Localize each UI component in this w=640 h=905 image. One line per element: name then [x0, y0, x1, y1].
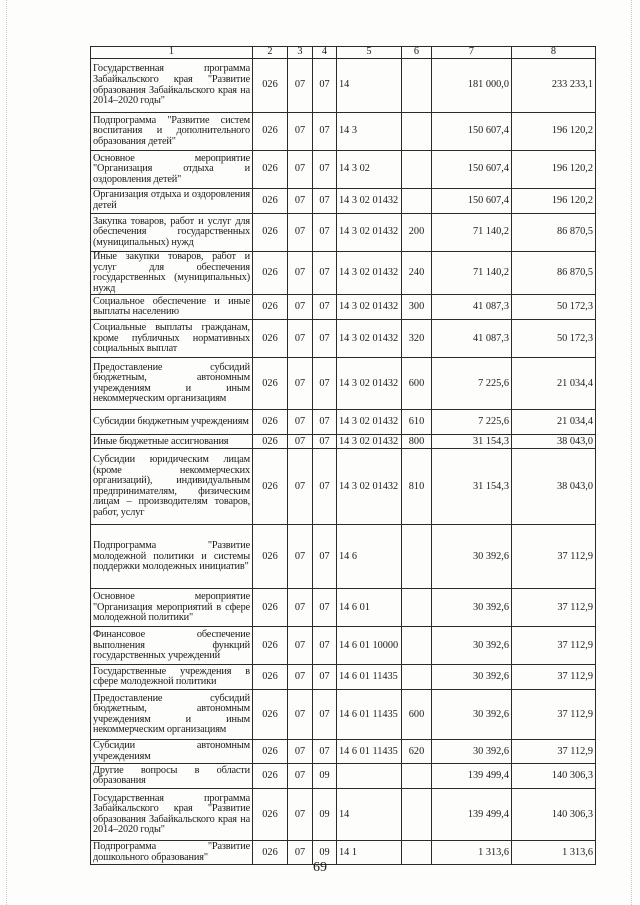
- row-amount-year2-cell: 86 870,5: [512, 252, 596, 295]
- table-row: [91, 295, 596, 320]
- row-target-article-cell: 14 6: [337, 525, 402, 589]
- scan-edge-right: [631, 0, 632, 905]
- row-section-cell: 07: [288, 764, 313, 789]
- row-admin-code-cell: 026: [253, 59, 288, 113]
- row-section-cell: 07: [288, 358, 313, 410]
- row-amount-year2-cell: 140 306,3: [512, 789, 596, 841]
- table-row: [91, 740, 596, 764]
- row-section-cell: 07: [288, 410, 313, 435]
- row-subsection-cell: 07: [313, 690, 337, 740]
- row-amount-year1-cell: 71 140,2: [432, 214, 512, 252]
- row-section-cell: 07: [288, 690, 313, 740]
- table-row: [91, 214, 596, 252]
- row-admin-code-cell: 026: [253, 113, 288, 151]
- row-name-cell: Субсидии юридическим лицам (кроме некоммерческих организаций), индивидуальным предпринимателям, физическим лицам – производителям товаров, работ, услуг: [91, 449, 253, 525]
- row-target-article-cell: 14 3 02 01432: [337, 252, 402, 295]
- row-section-cell: 07: [288, 113, 313, 151]
- row-section-cell: 07: [288, 740, 313, 764]
- table-row: [91, 764, 596, 789]
- row-expense-type-cell: 600: [402, 690, 432, 740]
- row-expense-type-cell: 620: [402, 740, 432, 764]
- row-subsection-cell: 07: [313, 449, 337, 525]
- row-name-cell: Подпрограмма "Развитие молодежной политики и системы поддержки молодежных инициатив": [91, 525, 253, 589]
- row-subsection-cell: 07: [313, 665, 337, 690]
- row-amount-year1-cell: 30 392,6: [432, 665, 512, 690]
- row-name-cell: Социальное обеспечение и иные выплаты населению: [91, 295, 253, 320]
- row-section-cell: 07: [288, 449, 313, 525]
- page-number: 69: [313, 860, 327, 875]
- row-target-article-cell: 14 3 02 01432: [337, 410, 402, 435]
- row-expense-type-cell: 320: [402, 320, 432, 358]
- row-target-article-cell: 14 3 02 01432: [337, 214, 402, 252]
- row-subsection-cell: 07: [313, 435, 337, 449]
- row-amount-year1-cell: 7 225,6: [432, 358, 512, 410]
- row-amount-year1-cell: 150 607,4: [432, 151, 512, 189]
- row-section-cell: 07: [288, 252, 313, 295]
- row-amount-year2-cell: 86 870,5: [512, 214, 596, 252]
- row-subsection-cell: 09: [313, 764, 337, 789]
- row-amount-year2-cell: 21 034,4: [512, 358, 596, 410]
- row-name-cell: Финансовое обеспечение выполнения функций государственных учреждений: [91, 627, 253, 665]
- row-amount-year2-cell: 37 112,9: [512, 690, 596, 740]
- row-admin-code-cell: 026: [253, 320, 288, 358]
- row-admin-code-cell: 026: [253, 665, 288, 690]
- row-amount-year2-cell: 37 112,9: [512, 740, 596, 764]
- row-target-article-cell: 14 3: [337, 113, 402, 151]
- row-expense-type-cell: 240: [402, 252, 432, 295]
- table-row: [91, 320, 596, 358]
- row-target-article-cell: 14 6 01 10000: [337, 627, 402, 665]
- row-target-article-cell: 14 3 02 01432: [337, 320, 402, 358]
- table-row: [91, 449, 596, 525]
- row-amount-year2-cell: 37 112,9: [512, 665, 596, 690]
- row-section-cell: 07: [288, 320, 313, 358]
- row-target-article-cell: 14 3 02 01432: [337, 295, 402, 320]
- row-amount-year2-cell: 50 172,3: [512, 320, 596, 358]
- row-subsection-cell: 07: [313, 410, 337, 435]
- row-target-article-cell: 14: [337, 59, 402, 113]
- column-header-4: 4: [313, 47, 337, 59]
- row-expense-type-cell: 200: [402, 214, 432, 252]
- row-amount-year2-cell: 21 034,4: [512, 410, 596, 435]
- row-subsection-cell: 07: [313, 189, 337, 214]
- row-amount-year1-cell: 139 499,4: [432, 789, 512, 841]
- row-subsection-cell: 09: [313, 789, 337, 841]
- row-amount-year2-cell: 37 112,9: [512, 525, 596, 589]
- column-header-6: 6: [402, 47, 432, 59]
- table-row: [91, 525, 596, 589]
- row-amount-year2-cell: 38 043,0: [512, 449, 596, 525]
- row-subsection-cell: 07: [313, 151, 337, 189]
- table-row: [91, 410, 596, 435]
- row-amount-year1-cell: 150 607,4: [432, 189, 512, 214]
- row-amount-year2-cell: 50 172,3: [512, 295, 596, 320]
- row-amount-year2-cell: 140 306,3: [512, 764, 596, 789]
- row-expense-type-cell: [402, 589, 432, 627]
- column-header-8: 8: [512, 47, 596, 59]
- row-expense-type-cell: 600: [402, 358, 432, 410]
- row-subsection-cell: 09: [313, 841, 337, 865]
- row-section-cell: 07: [288, 295, 313, 320]
- row-amount-year1-cell: 41 087,3: [432, 320, 512, 358]
- column-header-2: 2: [253, 47, 288, 59]
- row-amount-year2-cell: 37 112,9: [512, 589, 596, 627]
- row-target-article-cell: 14 6 01 11435: [337, 665, 402, 690]
- row-name-cell: Государственная программа Забайкальского края "Развитие образования Забайкальского края на 2014–2020 годы": [91, 59, 253, 113]
- row-target-article-cell: 14 3 02 01432: [337, 358, 402, 410]
- row-name-cell: Социальные выплаты гражданам, кроме публичных нормативных социальных выплат: [91, 320, 253, 358]
- row-section-cell: 07: [288, 627, 313, 665]
- row-amount-year1-cell: 30 392,6: [432, 525, 512, 589]
- row-subsection-cell: 07: [313, 627, 337, 665]
- row-amount-year1-cell: 31 154,3: [432, 435, 512, 449]
- row-name-cell: Государственные учреждения в сфере молодежной политики: [91, 665, 253, 690]
- row-amount-year2-cell: 37 112,9: [512, 627, 596, 665]
- row-admin-code-cell: 026: [253, 252, 288, 295]
- row-admin-code-cell: 026: [253, 841, 288, 865]
- row-subsection-cell: 07: [313, 320, 337, 358]
- row-expense-type-cell: [402, 59, 432, 113]
- row-name-cell: Подпрограмма "Развитие дошкольного образования": [91, 841, 253, 865]
- column-header-1: 1: [91, 47, 253, 59]
- row-subsection-cell: 07: [313, 295, 337, 320]
- row-subsection-cell: 07: [313, 740, 337, 764]
- row-section-cell: 07: [288, 665, 313, 690]
- table-body: [91, 59, 596, 865]
- row-expense-type-cell: [402, 665, 432, 690]
- row-section-cell: 07: [288, 789, 313, 841]
- row-amount-year2-cell: 1 313,6: [512, 841, 596, 865]
- row-amount-year1-cell: 30 392,6: [432, 589, 512, 627]
- row-name-cell: Предоставление субсидий бюджетным, автономным учреждениям и иным некоммерческим организациям: [91, 358, 253, 410]
- row-admin-code-cell: 026: [253, 358, 288, 410]
- table-row: [91, 690, 596, 740]
- row-name-cell: Иные бюджетные ассигнования: [91, 435, 253, 449]
- row-admin-code-cell: 026: [253, 690, 288, 740]
- row-admin-code-cell: 026: [253, 740, 288, 764]
- row-target-article-cell: 14 3 02 01432: [337, 435, 402, 449]
- row-expense-type-cell: 800: [402, 435, 432, 449]
- row-admin-code-cell: 026: [253, 627, 288, 665]
- row-expense-type-cell: [402, 151, 432, 189]
- table-row: [91, 189, 596, 214]
- row-expense-type-cell: 810: [402, 449, 432, 525]
- row-name-cell: Иные закупки товаров, работ и услуг для обеспечения государственных (муниципальных) нужд: [91, 252, 253, 295]
- row-section-cell: 07: [288, 435, 313, 449]
- column-header-7: 7: [432, 47, 512, 59]
- row-target-article-cell: 14: [337, 789, 402, 841]
- row-target-article-cell: 14 6 01 11435: [337, 740, 402, 764]
- row-amount-year1-cell: 30 392,6: [432, 740, 512, 764]
- table-row: [91, 358, 596, 410]
- row-name-cell: Субсидии автономным учреждениям: [91, 740, 253, 764]
- table-row: [91, 665, 596, 690]
- row-target-article-cell: 14 3 02: [337, 151, 402, 189]
- table-row: [91, 627, 596, 665]
- row-admin-code-cell: 026: [253, 449, 288, 525]
- table-row: [91, 789, 596, 841]
- row-amount-year1-cell: 30 392,6: [432, 627, 512, 665]
- row-admin-code-cell: 026: [253, 214, 288, 252]
- row-expense-type-cell: [402, 525, 432, 589]
- row-admin-code-cell: 026: [253, 295, 288, 320]
- row-subsection-cell: 07: [313, 358, 337, 410]
- row-amount-year2-cell: 196 120,2: [512, 151, 596, 189]
- row-amount-year1-cell: 31 154,3: [432, 449, 512, 525]
- row-name-cell: Субсидии бюджетным учреждениям: [91, 410, 253, 435]
- row-name-cell: Подпрограмма "Развитие систем воспитания и дополнительного образования детей": [91, 113, 253, 151]
- row-section-cell: 07: [288, 525, 313, 589]
- row-subsection-cell: 07: [313, 59, 337, 113]
- row-target-article-cell: 14 3 02 01432: [337, 189, 402, 214]
- table-row: [91, 589, 596, 627]
- row-target-article-cell: 14 6 01: [337, 589, 402, 627]
- row-subsection-cell: 07: [313, 113, 337, 151]
- scan-edge-left: [6, 0, 7, 905]
- table-row: [91, 435, 596, 449]
- row-amount-year1-cell: 7 225,6: [432, 410, 512, 435]
- row-name-cell: Предоставление субсидий бюджетным, автономным учреждениям и иным некоммерческим организациям: [91, 690, 253, 740]
- row-amount-year2-cell: 196 120,2: [512, 189, 596, 214]
- table-header-row: [91, 47, 596, 59]
- row-amount-year1-cell: 71 140,2: [432, 252, 512, 295]
- row-section-cell: 07: [288, 841, 313, 865]
- table-row: [91, 151, 596, 189]
- row-name-cell: Государственная программа Забайкальского края "Развитие образования Забайкальского края на 2014–2020 годы": [91, 789, 253, 841]
- row-section-cell: 07: [288, 214, 313, 252]
- row-subsection-cell: 07: [313, 525, 337, 589]
- row-admin-code-cell: 026: [253, 525, 288, 589]
- row-expense-type-cell: 610: [402, 410, 432, 435]
- row-admin-code-cell: 026: [253, 189, 288, 214]
- row-amount-year1-cell: 150 607,4: [432, 113, 512, 151]
- row-expense-type-cell: [402, 189, 432, 214]
- row-admin-code-cell: 026: [253, 410, 288, 435]
- table-row: [91, 113, 596, 151]
- row-amount-year1-cell: 1 313,6: [432, 841, 512, 865]
- row-expense-type-cell: [402, 789, 432, 841]
- row-expense-type-cell: [402, 113, 432, 151]
- row-name-cell: Другие вопросы в области образования: [91, 764, 253, 789]
- row-amount-year1-cell: 181 000,0: [432, 59, 512, 113]
- column-header-5: 5: [337, 47, 402, 59]
- row-admin-code-cell: 026: [253, 764, 288, 789]
- row-admin-code-cell: 026: [253, 789, 288, 841]
- row-target-article-cell: [337, 764, 402, 789]
- row-expense-type-cell: [402, 627, 432, 665]
- row-section-cell: 07: [288, 151, 313, 189]
- row-amount-year1-cell: 41 087,3: [432, 295, 512, 320]
- row-amount-year1-cell: 139 499,4: [432, 764, 512, 789]
- row-subsection-cell: 07: [313, 214, 337, 252]
- row-section-cell: 07: [288, 589, 313, 627]
- row-amount-year2-cell: 38 043,0: [512, 435, 596, 449]
- row-admin-code-cell: 026: [253, 151, 288, 189]
- row-amount-year1-cell: 30 392,6: [432, 690, 512, 740]
- row-target-article-cell: 14 1: [337, 841, 402, 865]
- row-target-article-cell: 14 3 02 01432: [337, 449, 402, 525]
- table-row: [91, 252, 596, 295]
- row-subsection-cell: 07: [313, 589, 337, 627]
- row-section-cell: 07: [288, 189, 313, 214]
- row-amount-year2-cell: 196 120,2: [512, 113, 596, 151]
- row-admin-code-cell: 026: [253, 589, 288, 627]
- row-amount-year2-cell: 233 233,1: [512, 59, 596, 113]
- budget-table: [90, 46, 596, 865]
- row-expense-type-cell: 300: [402, 295, 432, 320]
- row-section-cell: 07: [288, 59, 313, 113]
- row-target-article-cell: 14 6 01 11435: [337, 690, 402, 740]
- row-name-cell: Организация отдыха и оздоровления детей: [91, 189, 253, 214]
- row-name-cell: Закупка товаров, работ и услуг для обеспечения государственных (муниципальных) нужд: [91, 214, 253, 252]
- row-name-cell: Основное мероприятие "Организация мероприятий в сфере молодежной политики": [91, 589, 253, 627]
- row-expense-type-cell: [402, 764, 432, 789]
- row-subsection-cell: 07: [313, 252, 337, 295]
- column-header-3: 3: [288, 47, 313, 59]
- row-admin-code-cell: 026: [253, 435, 288, 449]
- row-name-cell: Основное мероприятие "Организация отдыха и оздоровления детей": [91, 151, 253, 189]
- table-row: [91, 59, 596, 113]
